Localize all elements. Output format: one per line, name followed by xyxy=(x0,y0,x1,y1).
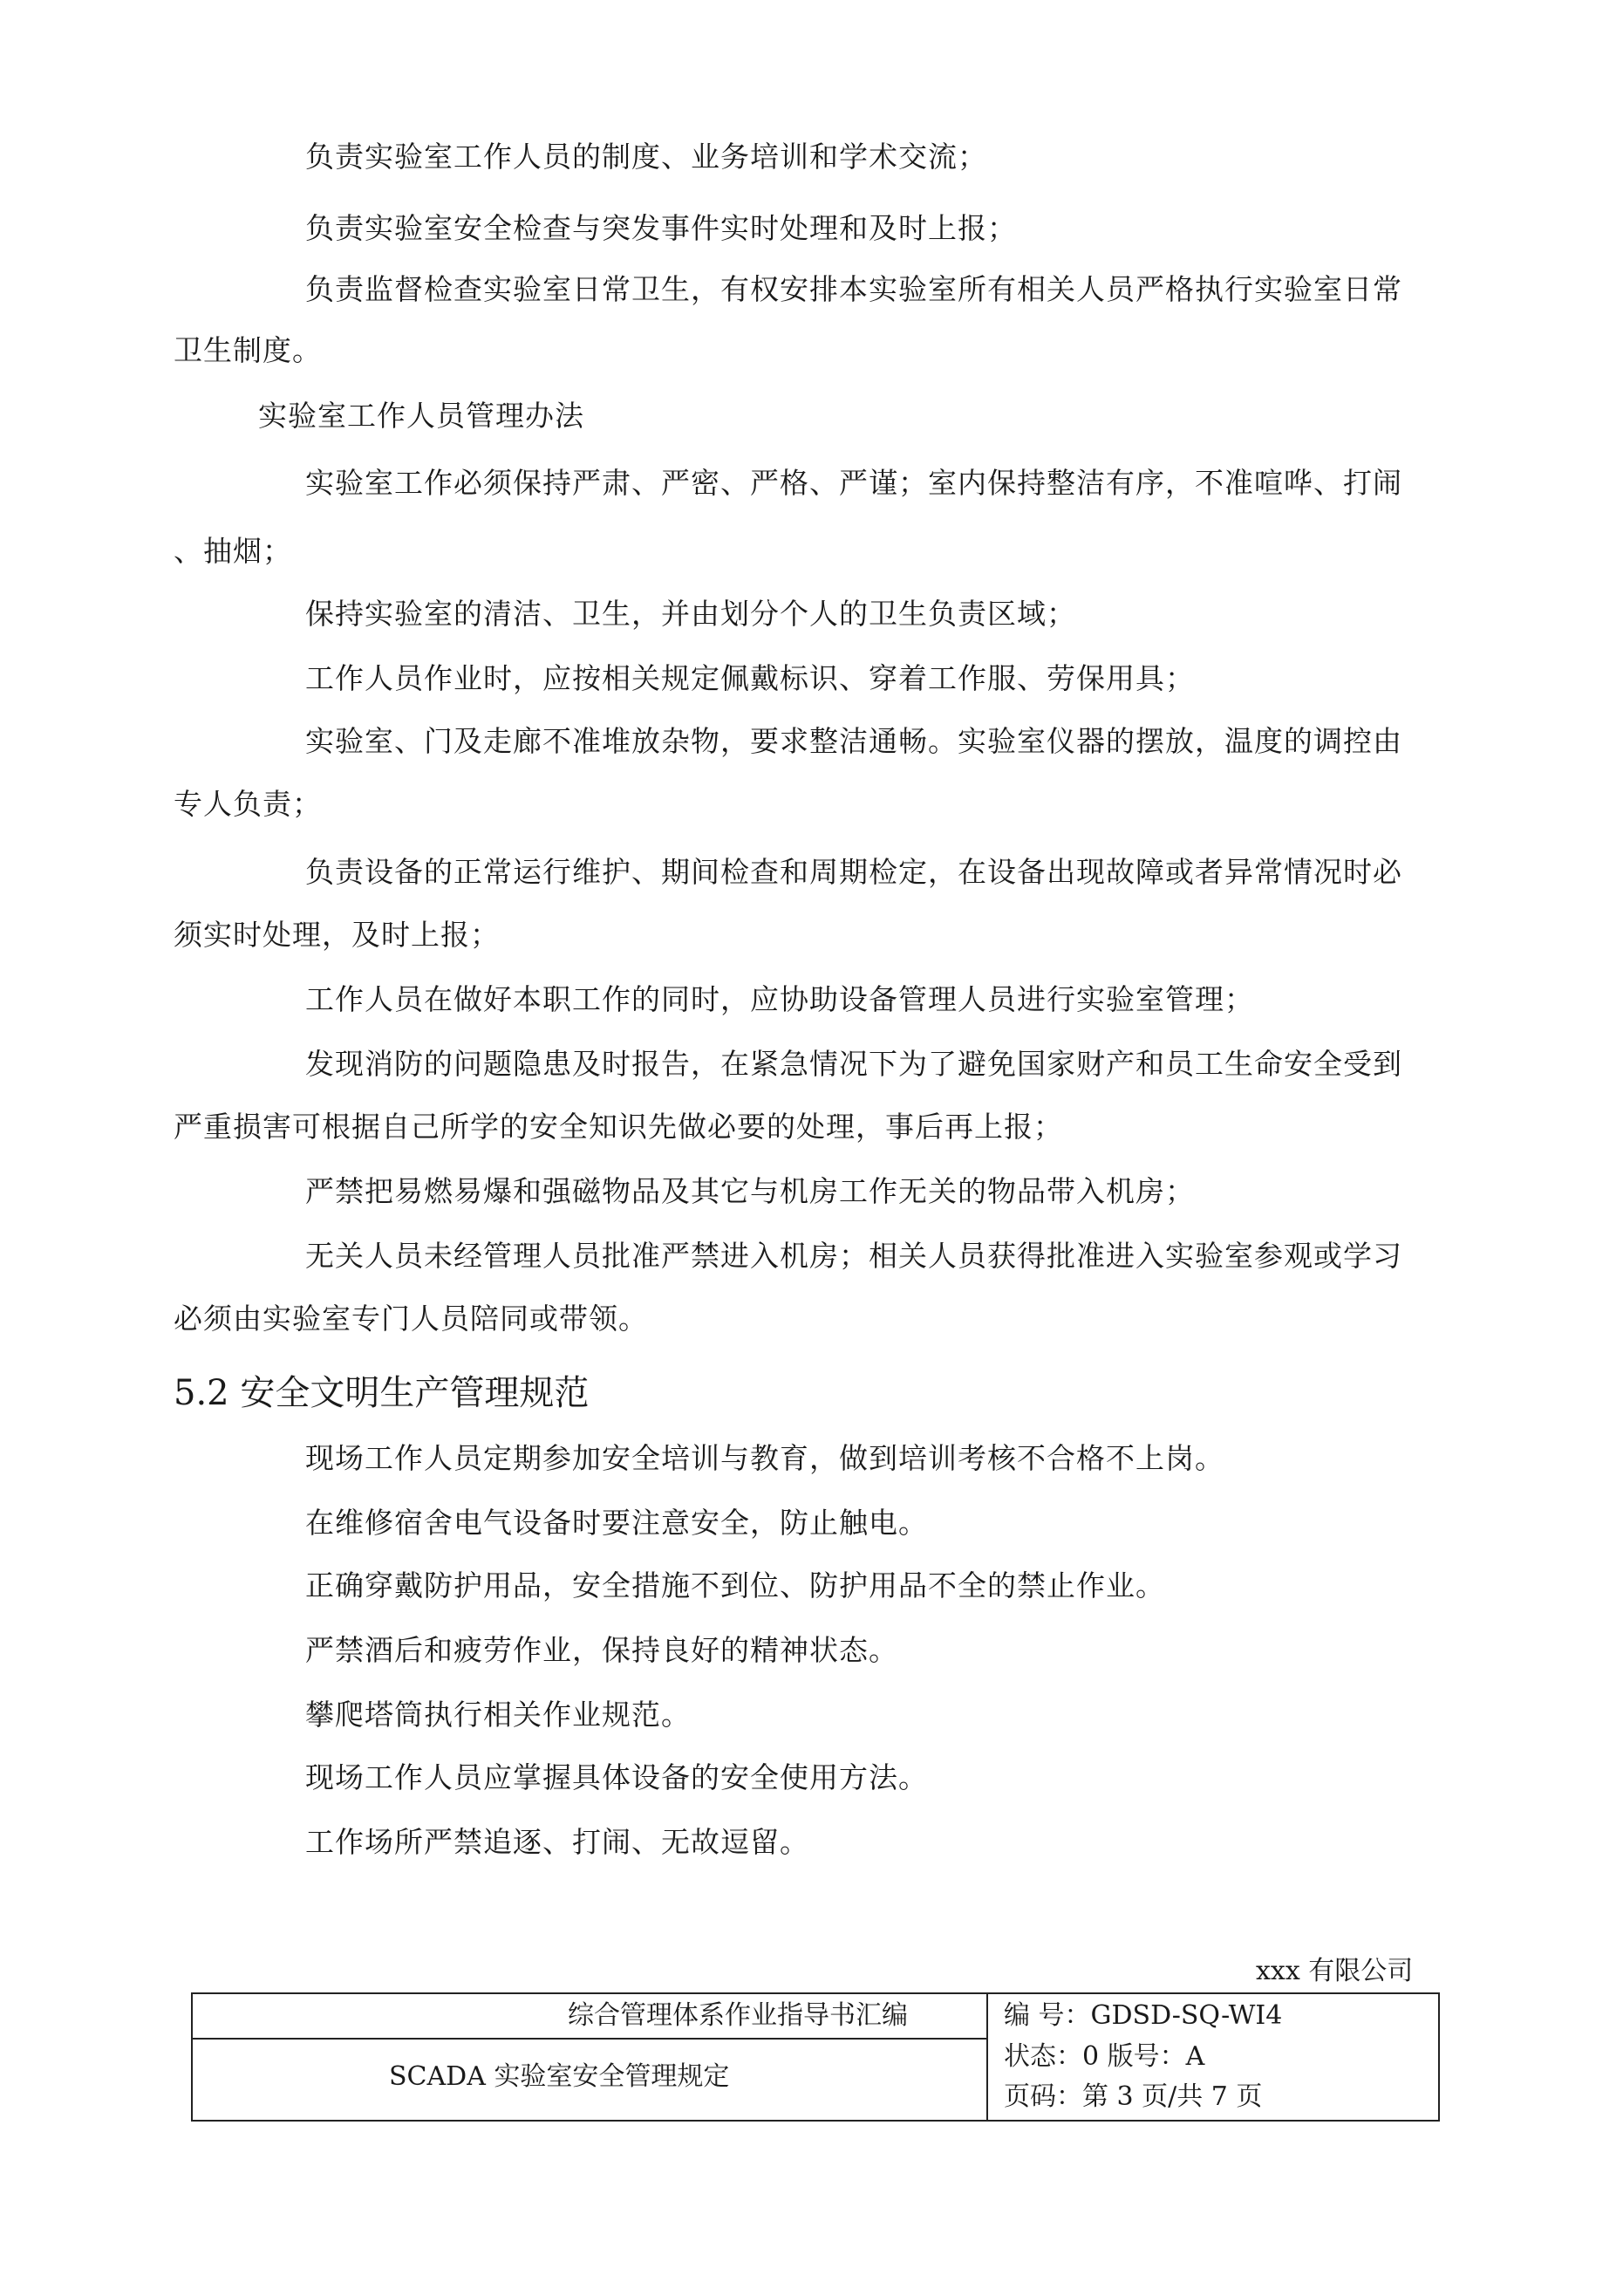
paragraph: 工作人员在做好本职工作的同时，应协助设备管理人员进行实验室管理； xyxy=(305,982,1254,1016)
paragraph-continuation: 严重损害可根据自己所学的安全知识先做必要的处理，事后再上报； xyxy=(174,1110,1063,1144)
paragraph-continuation: 必须由实验室专门人员陪同或带领。 xyxy=(174,1302,648,1336)
table-divider xyxy=(193,2038,986,2040)
company-name: xxx 有限公司 xyxy=(1256,1956,1414,1986)
page-number: 页码：第 3 页/共 7 页 xyxy=(1004,2081,1263,2112)
section-heading: 5.2 安全文明生产管理规范 xyxy=(174,1373,590,1413)
paragraph: 工作人员作业时，应按相关规定佩戴标识、穿着工作服、劳保用具； xyxy=(305,661,1195,695)
document-number: 编 号：GDSD-SQ-WI4 xyxy=(1004,2000,1283,2031)
paragraph: 负责设备的正常运行维护、期间检查和周期检定，在设备出现故障或者异常情况时必 xyxy=(305,855,1402,889)
paragraph: 负责实验室安全检查与突发事件实时处理和及时上报； xyxy=(305,211,1017,245)
document-status: 状态：0 版号：A xyxy=(1004,2041,1205,2072)
footer-table xyxy=(191,1992,1440,2122)
list-item: 现场工作人员定期参加安全培训与教育，做到培训考核不合格不上岗。 xyxy=(305,1441,1224,1475)
list-item: 正确穿戴防护用品，安全措施不到位、防护用品不全的禁止作业。 xyxy=(305,1568,1165,1602)
list-item: 在维修宿舍电气设备时要注意安全，防止触电。 xyxy=(305,1506,928,1540)
paragraph-continuation: 、抽烟； xyxy=(174,534,292,568)
table-divider xyxy=(986,1994,988,2120)
paragraph-continuation: 须实时处理，及时上报； xyxy=(174,918,500,952)
paragraph-continuation: 专人负责； xyxy=(174,787,322,821)
paragraph: 负责实验室工作人员的制度、业务培训和学术交流； xyxy=(305,140,987,174)
paragraph-continuation: 卫生制度。 xyxy=(174,333,322,367)
paragraph: 保持实验室的清洁、卫生，并由划分个人的卫生负责区域； xyxy=(305,597,1076,631)
paragraph: 无关人员未经管理人员批准严禁进入机房；相关人员获得批准进入实验室参观或学习 xyxy=(305,1239,1402,1273)
list-item: 严禁酒后和疲劳作业，保持良好的精神状态。 xyxy=(305,1633,898,1667)
list-item: 攀爬塔筒执行相关作业规范。 xyxy=(305,1698,691,1732)
document-title: SCADA 实验室安全管理规定 xyxy=(389,2061,730,2092)
list-item: 现场工作人员应掌握具体设备的安全使用方法。 xyxy=(305,1760,928,1794)
paragraph: 实验室、门及走廊不准堆放杂物，要求整洁通畅。实验室仪器的摆放，温度的调控由 xyxy=(305,724,1402,758)
list-item: 工作场所严禁追逐、打闹、无故逗留。 xyxy=(305,1825,809,1859)
subheading: 实验室工作人员管理办法 xyxy=(258,399,584,433)
manual-title: 综合管理体系作业指导书汇编 xyxy=(568,2000,908,2031)
paragraph: 严禁把易燃易爆和强磁物品及其它与机房工作无关的物品带入机房； xyxy=(305,1174,1195,1208)
paragraph: 负责监督检查实验室日常卫生，有权安排本实验室所有相关人员严格执行实验室日常 xyxy=(305,272,1402,306)
paragraph: 实验室工作必须保持严肃、严密、严格、严谨；室内保持整洁有序，不准喧哗、打闹 xyxy=(305,466,1402,500)
paragraph: 发现消防的问题隐患及时报告，在紧急情况下为了避免国家财产和员工生命安全受到 xyxy=(305,1047,1402,1081)
